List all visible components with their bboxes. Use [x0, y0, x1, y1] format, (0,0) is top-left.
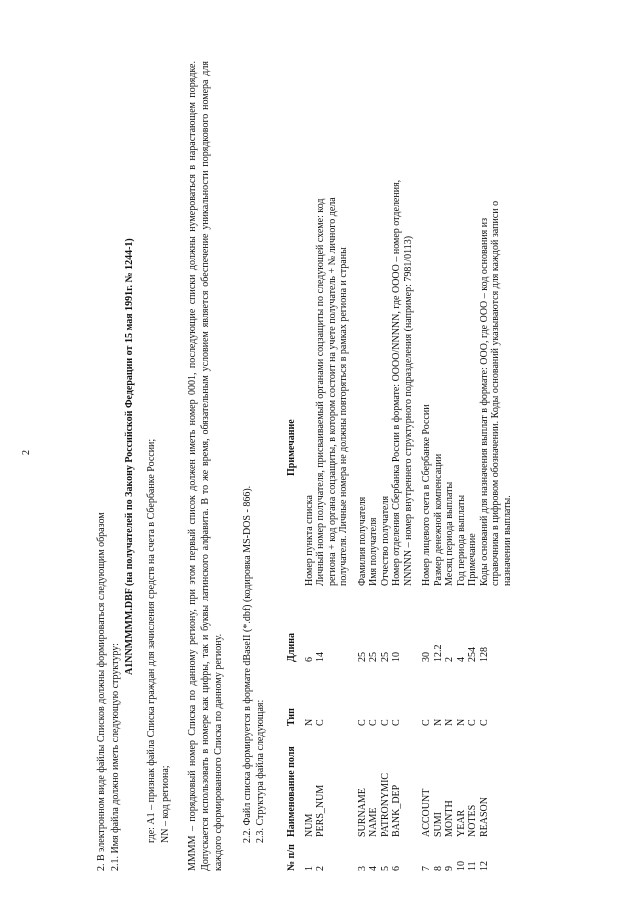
- table-row: [304, 172, 316, 871]
- page-number: 2: [21, 450, 32, 455]
- row-spacer: [414, 172, 421, 871]
- cell-type: N: [432, 718, 444, 726]
- table-row: [315, 172, 350, 871]
- cell-no: 12: [478, 861, 490, 871]
- cell-note: Год периода выплаты: [455, 494, 467, 586]
- cell-length: 2: [444, 657, 455, 662]
- cell-name: NOTES: [467, 804, 478, 837]
- section-2-2: 2.2. Файл списка формируется в формате dBaseII (*.dbf) (кодировка MS-DOS - 866).: [242, 485, 253, 843]
- cell-type: C: [315, 719, 326, 726]
- cell-type: C: [478, 719, 490, 726]
- header-note: Примечание: [286, 419, 297, 476]
- cell-length: 25: [379, 652, 391, 662]
- cell-length: 25: [368, 652, 379, 662]
- cell-length: 4: [455, 657, 467, 662]
- header-no: № п/п: [286, 844, 297, 871]
- cell-type: C: [379, 719, 391, 726]
- cell-name: BANK_DEP: [391, 784, 402, 837]
- section-2-3: 2.3. Структура файла следующая:: [255, 699, 266, 843]
- cell-no: 9: [444, 866, 455, 871]
- cell-length: 6: [303, 657, 315, 662]
- cell-no: 5: [379, 866, 391, 871]
- file-structure-table: [286, 172, 513, 871]
- cell-length: 25: [356, 652, 368, 662]
- cell-note: Размер денежной компенсации: [432, 453, 444, 586]
- cell-note: Месяц периода выплаты: [444, 481, 455, 586]
- cell-length: 12.2: [432, 644, 444, 662]
- cell-type: C: [467, 719, 478, 726]
- header-type: Тип: [286, 708, 297, 726]
- cell-name: NUM: [303, 813, 315, 837]
- cell-name: SURNAME: [356, 788, 368, 837]
- cell-length: 254: [467, 647, 478, 662]
- legend-mmmm: MMMM – порядковый номер Списка по данному региону, при этом первый список должен иметь номер 0001, последующие списки должны нумероваться в нарастающем порядке. Допускается использовать в номере как цифры, так и буквы латинского алфавита. В то же время, обязательным условием является обеспечение уникальности порядкового номера для каждого сформированного Списка по данному региону.: [187, 61, 224, 871]
- cell-no: 10: [455, 861, 467, 871]
- cell-length: 128: [478, 647, 490, 662]
- table-row: [467, 172, 479, 871]
- cell-name: MONTH: [444, 800, 455, 837]
- row-spacer: [350, 172, 357, 871]
- legend-where: где: A1 – признак файла Списка граждан для зачисления средств на счета в Сбербанке России;: [146, 438, 157, 843]
- cell-note: Номер отделения Сбербанка России в формате: OOOO/NNNNN, где OOOO – номер отделения, NNNNN – номер внутреннего структурного подразделения (например: 7981/0113): [391, 179, 414, 586]
- header-length: Длина: [286, 632, 297, 662]
- cell-type: N: [303, 718, 315, 726]
- cell-no: 2: [315, 866, 326, 871]
- header-name: Наименование поля: [286, 746, 297, 837]
- table-row: [444, 172, 456, 871]
- cell-name: REASON: [478, 796, 490, 837]
- cell-note: Отчество получателя: [379, 495, 391, 586]
- cell-type: C: [356, 719, 368, 726]
- cell-name: NAME: [368, 807, 379, 837]
- table-row: [479, 172, 514, 871]
- cell-type: N: [455, 718, 467, 726]
- cell-name: ACCOUNT: [421, 788, 432, 837]
- cell-no: 4: [368, 866, 379, 871]
- cell-note: Личный номер получателя, присваиваемый органами соцзащиты по следующей схеме: код региона + код органа соцзащиты, в котором состоит на учете получатель + № личного дела получателя. Личные номера не должны повторяться в рамках региона и страны: [315, 197, 349, 586]
- table-row: [380, 172, 392, 871]
- cell-type: C: [368, 719, 379, 726]
- table-row: [456, 172, 468, 871]
- legend-nn: NN – код региона;: [160, 765, 171, 843]
- intro-line-2: 2.1. Имя файла должно иметь следующую структуру:: [110, 643, 121, 871]
- intro-line-1: 2. В электронном виде файлы Списков должны формироваться следующим образом: [96, 512, 107, 871]
- cell-no: 3: [356, 866, 368, 871]
- table-row: [368, 172, 380, 871]
- cell-type: C: [421, 719, 432, 726]
- table-row: [391, 172, 414, 871]
- cell-length: 30: [421, 652, 432, 662]
- cell-note: Имя получателя: [368, 517, 379, 586]
- cell-note: Номер лицевого счета в Сбербанке России: [421, 404, 432, 586]
- cell-name: PERS_NUM: [315, 784, 326, 837]
- table-row: [357, 172, 369, 871]
- cell-note: Номер пункта списка: [303, 495, 315, 586]
- cell-no: 7: [421, 866, 432, 871]
- cell-type: N: [444, 718, 455, 726]
- table-row: [433, 172, 445, 871]
- cell-note: Фамилия получателя: [356, 496, 368, 586]
- cell-note: Коды оснований для назначения выплат в формате: OOO, где OOO – код основания из справочника в цифровом обозначении. Коды оснований указываются для каждой записи о назначении выплаты.: [478, 200, 513, 586]
- cell-note: Примечание: [467, 533, 478, 586]
- cell-name: YEAR: [455, 809, 467, 837]
- cell-name: PATRONYMIC: [379, 772, 391, 837]
- cell-no: 8: [432, 866, 444, 871]
- cell-no: 1: [303, 866, 315, 871]
- cell-no: 11: [467, 861, 478, 871]
- cell-length: 10: [391, 652, 402, 662]
- table-row: [421, 172, 433, 871]
- cell-name: SUMI: [432, 811, 444, 837]
- cell-no: 6: [391, 866, 402, 871]
- table-header-row: [286, 172, 304, 871]
- cell-length: 14: [315, 652, 326, 662]
- cell-type: C: [391, 719, 402, 726]
- filename-title: A1NNMMMM.DBF (на получателей по Закону Российской Федерации от 15 мая 1991г. № 1244-1): [124, 238, 135, 675]
